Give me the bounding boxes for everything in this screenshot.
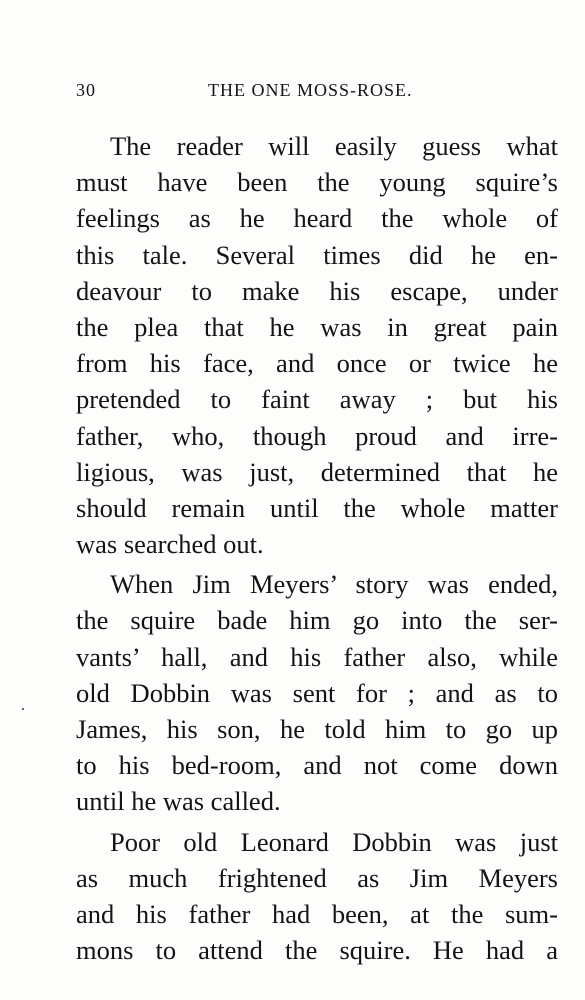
print-speck: [22, 708, 24, 710]
page-header: [76, 80, 558, 104]
text-line: as much frightened as Jim Meyers: [76, 862, 558, 893]
text-line: feelings as he heard the whole of: [76, 203, 558, 234]
text-line: must have been the young squire’s: [76, 167, 558, 198]
text-line: mons to attend the squire. He had a: [76, 935, 558, 966]
text-line: this tale. Several times did he en-: [76, 239, 558, 270]
text-line: until he was called.: [76, 786, 281, 817]
text-line: old Dobbin was sent for ; and as to: [76, 677, 558, 708]
text-line: ligious, was just, determined that he: [76, 456, 558, 487]
text-line: to his bed-room, and not come down: [76, 750, 558, 781]
text-line: the squire bade him go into the ser-: [76, 605, 558, 636]
text-line: Poor old Leonard Dobbin was just: [110, 826, 558, 857]
text-line: from his face, and once or twice he: [76, 348, 558, 379]
text-line: was searched out.: [76, 529, 264, 560]
text-line: vants’ hall, and his father also, while: [76, 641, 558, 672]
text-line: pretended to faint away ; but his: [76, 384, 558, 415]
text-line: the plea that he was in great pain: [76, 311, 558, 342]
body-text: [76, 128, 558, 968]
text-line: and his father had been, at the sum-: [76, 898, 558, 929]
running-title: THE ONE MOSS-ROSE.: [208, 80, 413, 100]
text-line: When Jim Meyers’ story was ended,: [110, 569, 558, 600]
text-line: should remain until the whole matter: [76, 492, 558, 523]
text-line: James, his son, he told him to go up: [76, 714, 558, 744]
text-line: The reader will easily guess what: [110, 131, 558, 161]
text-line: father, who, though proud and irre-: [76, 420, 558, 451]
page-number: 30: [76, 80, 96, 100]
text-line: deavour to make his escape, under: [76, 275, 558, 306]
